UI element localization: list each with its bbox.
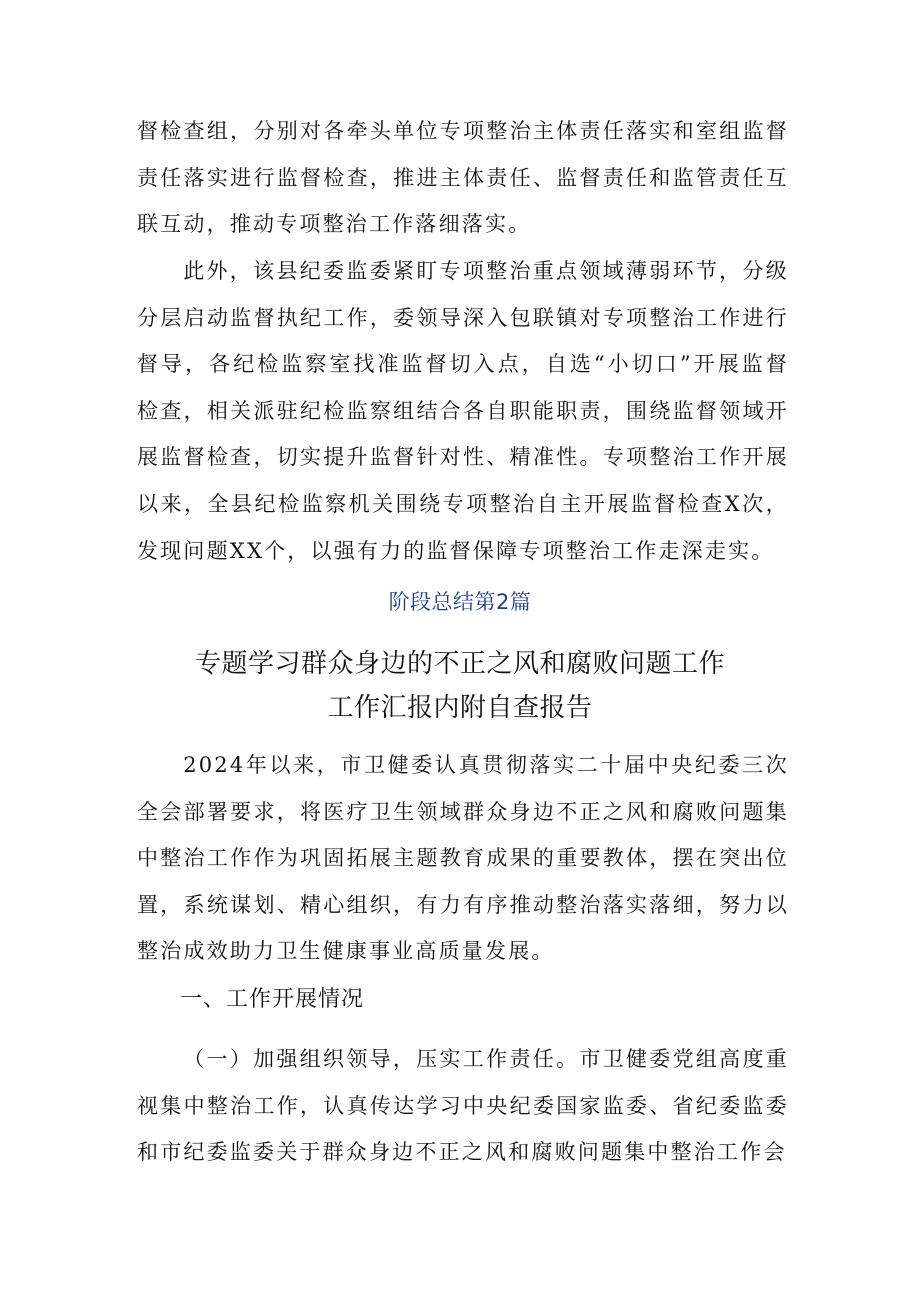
section-label: 阶段总结第2篇 — [388, 590, 532, 614]
paragraph-supervision: 此外，该县纪委监委紧盯专项整治重点领域薄弱环节，分级分层启动监督执纪工作，委领导深入包联镇对专项整治工作进行督导，各纪检监察室找准监督切入点，自选“小切口”开展监督检查，相关派驻纪检监察组结合各自职能职责，围绕监督领域开展监督检查，切实提升监督针对性、精准性。专项整治工作开展以来，全县纪检监察机关围绕专项整治自主开展监督检查X次，发现问题XX个，以强有力的监督保障专项整治工作走深走实。 — [137, 259, 789, 563]
heading-work-progress: 一、工作开展情况 — [180, 987, 365, 1012]
paragraph-intro: 2024年以来，市卫健委认真贯彻落实二十届中央纪委三次全会部署要求，将医疗卫生领域群众身边不正之风和腐败问题集中整治工作作为巩固拓展主题教育成果的重要教体，摆在突出位置，系统谋划、精心组织，有力有序推动整治落实落细，努力以整治成效助力卫生健康事业高质量发展。 — [137, 753, 789, 964]
paragraph-continued: 督检查组，分别对各牵头单位专项整治主体责任落实和室组监督责任落实进行监督检查，推进主体责任、监督责任和监管责任互联互动，推动专项整治工作落细落实。 — [137, 119, 789, 237]
document-title-line-2: 工作汇报内附自查报告 — [327, 693, 593, 723]
document-title — [0, 642, 920, 730]
document-title-line-1: 专题学习群众身边的不正之风和腐败问题工作 — [194, 649, 725, 679]
paragraph-organization: （一）加强组织领导，压实工作责任。市卫健委党组高度重视集中整治工作，认真传达学习中央纪委国家监委、省纪委监委和市纪委监委关于群众身边不正之风和腐败问题集中整治工作会 — [137, 1047, 789, 1165]
